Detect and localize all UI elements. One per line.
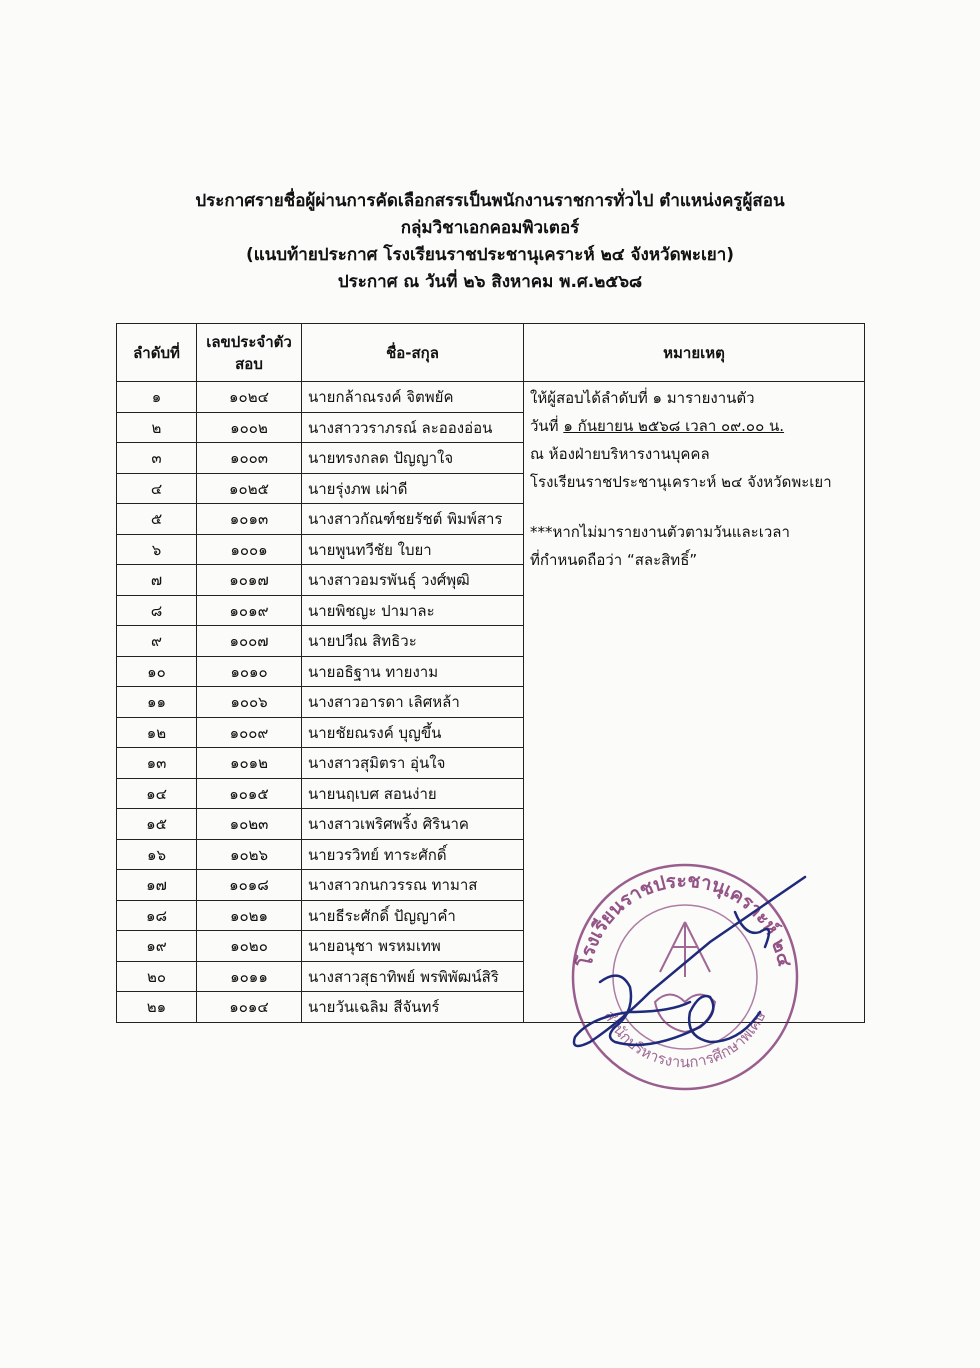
cell-order: ๑๙ (117, 931, 197, 962)
cell-name: นายอนุชา พรหมเทพ (302, 931, 524, 962)
cell-order: ๑๑ (117, 687, 197, 718)
cell-name: นางสาววราภรณ์ ละอองอ่อน (302, 412, 524, 443)
column-header-remarks: หมายเหตุ (524, 324, 865, 382)
table-header-row (117, 324, 865, 382)
cell-name: นายพิชญะ ปามาละ (302, 595, 524, 626)
cell-order: ๑๘ (117, 900, 197, 931)
cell-exam-id: ๑๐๑๘ (197, 870, 302, 901)
cell-order: ๑๓ (117, 748, 197, 779)
cell-name: นายอธิฐาน ทายงาม (302, 656, 524, 687)
header-subject: กลุ่มวิชาเอกคอมพิวเตอร์ (400, 218, 580, 238)
cell-name: นายวรวิทย์ ทาระศักดิ์ (302, 839, 524, 870)
remark-line-3: ณ ห้องฝ่ายบริหารงานบุคคล (530, 445, 710, 463)
cell-order: ๑๐ (117, 656, 197, 687)
seal-emblem-icon (655, 922, 715, 1032)
cell-exam-id: ๑๐๒๕ (197, 473, 302, 504)
cell-name: นายพูนทวีชัย ใบยา (302, 534, 524, 565)
cell-order: ๒๐ (117, 961, 197, 992)
cell-order: ๗ (117, 565, 197, 596)
cell-order: ๑๔ (117, 778, 197, 809)
cell-order: ๑๖ (117, 839, 197, 870)
cell-order: ๓ (117, 443, 197, 474)
seal-bottom-text: สำนักบริหารงานการศึกษาพิเศษ (600, 1007, 770, 1072)
cell-name: นายปวีณ สิทธิวะ (302, 626, 524, 657)
cell-order: ๑ (117, 382, 197, 413)
cell-order: ๔ (117, 473, 197, 504)
cell-exam-id: ๑๐๑๔ (197, 992, 302, 1023)
column-header-exam-id-label: เลขประจำตัวสอบ (206, 332, 292, 373)
cell-order: ๙ (117, 626, 197, 657)
cell-exam-id: ๑๐๒๑ (197, 900, 302, 931)
remark-line-4: โรงเรียนราชประชานุเคราะห์ ๒๔ จังหวัดพะเยา (530, 473, 832, 491)
cell-name: นายกล้าณรงค์ จิตพยัค (302, 382, 524, 413)
remark-spacer (530, 496, 858, 518)
cell-exam-id: ๑๐๐๙ (197, 717, 302, 748)
remark-warning-2: ที่กำหนดถือว่า “สละสิทธิ์” (530, 551, 698, 569)
cell-name: นางสาวอมรพันธุ์ วงศ์พุฒิ (302, 565, 524, 596)
remark-report-date: ๑ กันยายน ๒๕๖๘ เวลา ๐๙.๐๐ น. (563, 417, 785, 435)
cell-exam-id: ๑๐๒๖ (197, 839, 302, 870)
header-attachment: (แนบท้ายประกาศ โรงเรียนราชประชานุเคราะห์ ๒๔ จังหวัดพะเยา) (245, 245, 735, 265)
cell-order: ๒๑ (117, 992, 197, 1023)
remark-line-2 (530, 412, 858, 440)
cell-order: ๑๒ (117, 717, 197, 748)
cell-exam-id: ๑๐๑๙ (197, 595, 302, 626)
seal-top-text: โรงเรียนราชประชานุเคราะห์ ๒๔ (574, 869, 796, 970)
header-date: ประกาศ ณ วันที่ ๒๖ สิงหาคม พ.ศ.๒๕๖๘ (337, 272, 643, 292)
cell-exam-id: ๑๐๐๒ (197, 412, 302, 443)
cell-name: นางสาวกัณฑ์ชยรัชต์ พิมพ์สาร (302, 504, 524, 535)
school-seal (560, 852, 810, 1102)
table-row (117, 382, 865, 413)
cell-name: นางสาวสุมิตรา อุ่นใจ (302, 748, 524, 779)
cell-exam-id: ๑๐๑๐ (197, 656, 302, 687)
cell-exam-id: ๑๐๑๕ (197, 778, 302, 809)
cell-order: ๖ (117, 534, 197, 565)
announcement-header (120, 188, 860, 296)
cell-exam-id: ๑๐๒๐ (197, 931, 302, 962)
cell-order: ๕ (117, 504, 197, 535)
column-header-exam-id (197, 324, 302, 382)
cell-name: นางสาวกนกวรรณ ทามาส (302, 870, 524, 901)
cell-exam-id: ๑๐๐๗ (197, 626, 302, 657)
cell-name: นางสาวสุธาทิพย์ พรพิพัฒน์สิริ (302, 961, 524, 992)
cell-exam-id: ๑๐๐๓ (197, 443, 302, 474)
cell-exam-id: ๑๐๑๑ (197, 961, 302, 992)
cell-exam-id: ๑๐๒๓ (197, 809, 302, 840)
cell-name: นางสาวอารดา เลิศหล้า (302, 687, 524, 718)
cell-order: ๑๗ (117, 870, 197, 901)
cell-name: นายวันเฉลิม สีจันทร์ (302, 992, 524, 1023)
cell-name: นายชัยณรงค์ บุญขึ้น (302, 717, 524, 748)
cell-name: นายธีระศักดิ์ ปัญญาคำ (302, 900, 524, 931)
remark-line-1: ให้ผู้สอบได้ลำดับที่ ๑ มารายงานตัว (530, 389, 755, 407)
cell-order: ๘ (117, 595, 197, 626)
cell-name: นายทรงกลด ปัญญาใจ (302, 443, 524, 474)
cell-exam-id: ๑๐๑๒ (197, 748, 302, 779)
cell-order: ๒ (117, 412, 197, 443)
cell-name: นางสาวเพริศพริ้ง ศิรินาค (302, 809, 524, 840)
column-header-order: ลำดับที่ (117, 324, 197, 382)
remark-date-prefix: วันที่ (530, 417, 564, 435)
column-header-name: ชื่อ-สกุล (302, 324, 524, 382)
remark-warning-1: ***หากไม่มารายงานตัวตามวันและเวลา (530, 523, 790, 541)
cell-name: นายรุ่งภพ เผ่าดี (302, 473, 524, 504)
cell-exam-id: ๑๐๒๔ (197, 382, 302, 413)
cell-exam-id: ๑๐๑๗ (197, 565, 302, 596)
cell-name: นายนฤเบศ สอนง่าย (302, 778, 524, 809)
cell-exam-id: ๑๐๐๑ (197, 534, 302, 565)
cell-exam-id: ๑๐๐๖ (197, 687, 302, 718)
cell-exam-id: ๑๐๑๓ (197, 504, 302, 535)
cell-order: ๑๕ (117, 809, 197, 840)
header-title: ประกาศรายชื่อผู้ผ่านการคัดเลือกสรรเป็นพนักงานราชการทั่วไป ตำแหน่งครูผู้สอน (195, 191, 785, 211)
